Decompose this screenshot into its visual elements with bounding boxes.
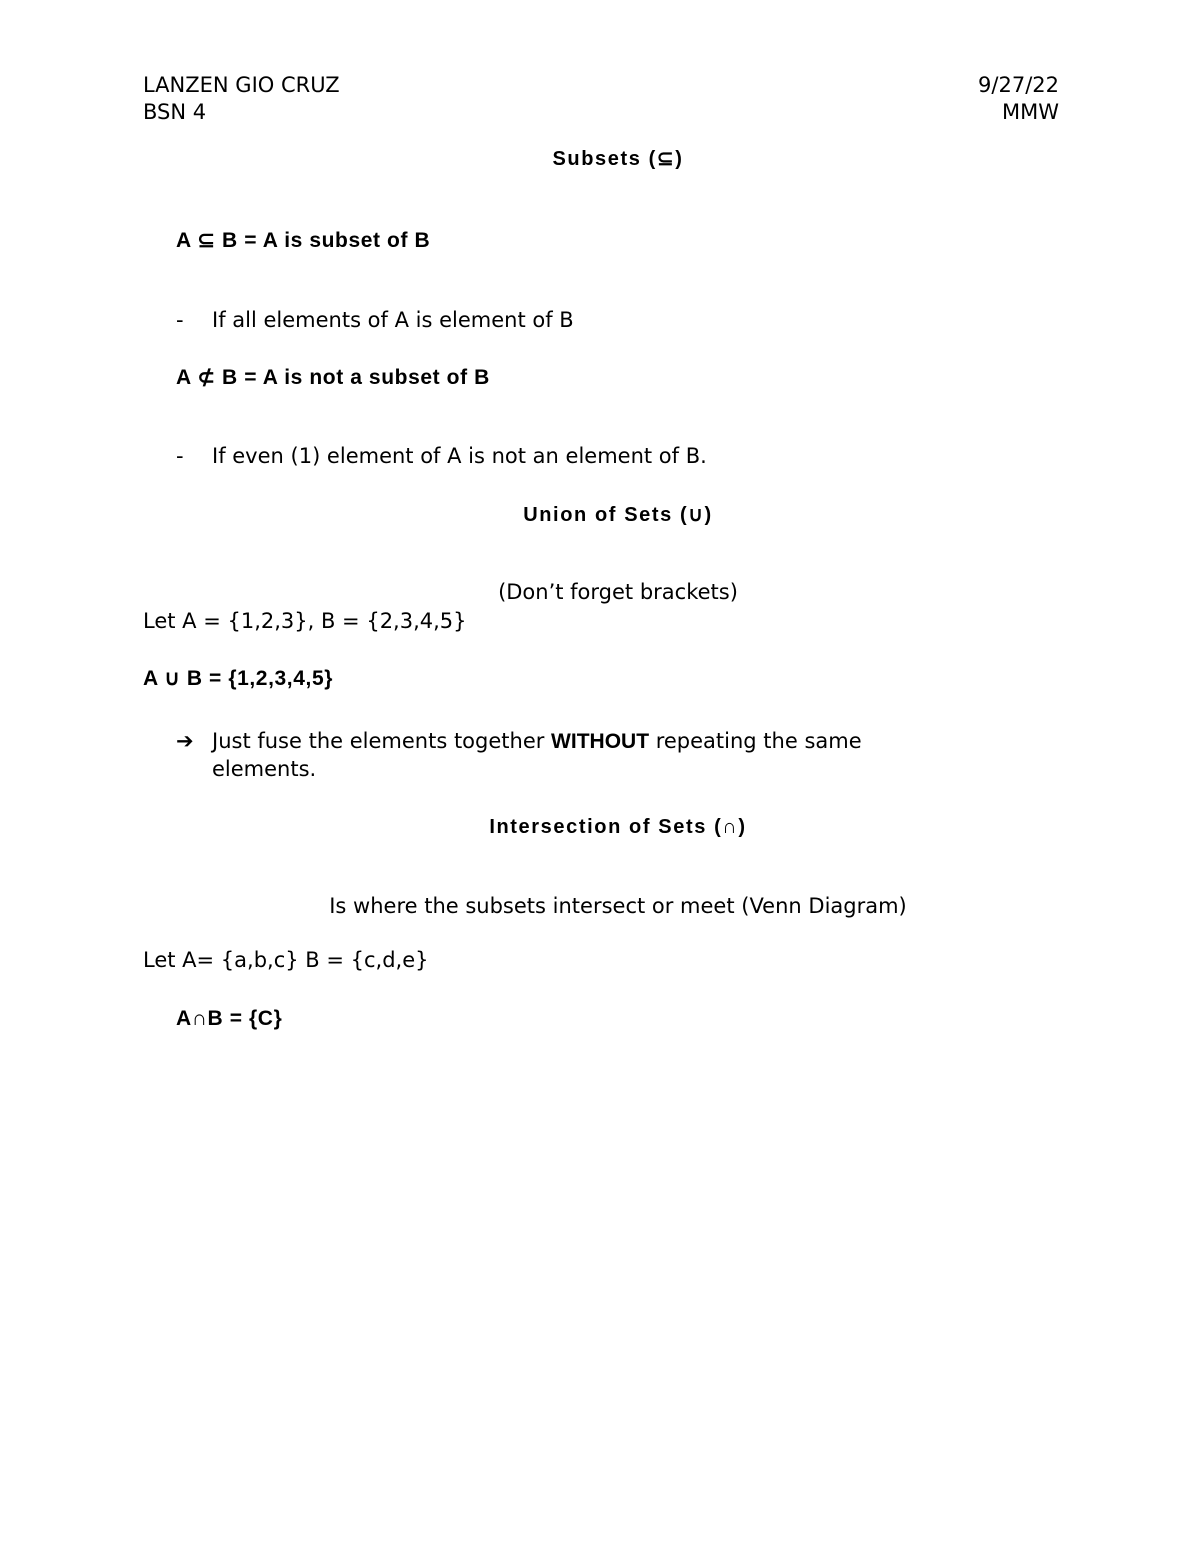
intersection-description: Is where the subsets intersect or meet (Venn Diagram) bbox=[329, 894, 907, 918]
intersection-result: A∩B = {C} bbox=[176, 1007, 283, 1030]
union-note-continued: elements. bbox=[212, 757, 317, 781]
union-note-emphasis: WITHOUT bbox=[551, 730, 650, 753]
union-note-text: Just fuse the elements together bbox=[212, 729, 552, 753]
subset-note: If all elements of A is element of B bbox=[212, 308, 574, 332]
arrow-bullet-icon: ➔ bbox=[176, 729, 194, 753]
union-note-text: repeating the same bbox=[649, 729, 862, 753]
subset-definition: A ⊆ B = A is subset of B bbox=[176, 229, 431, 252]
union-example: Let A = {1,2,3}, B = {2,3,4,5} bbox=[143, 609, 467, 633]
author-section: BSN 4 bbox=[143, 100, 207, 124]
intersection-example: Let A= {a,b,c} B = {c,d,e} bbox=[143, 948, 429, 972]
intersection-heading: Intersection of Sets (∩) bbox=[489, 816, 747, 838]
union-result: A ∪ B = {1,2,3,4,5} bbox=[143, 667, 334, 690]
not-subset-note: If even (1) element of A is not an element of B. bbox=[212, 444, 707, 468]
author-name: LANZEN GIO CRUZ bbox=[143, 73, 340, 97]
bullet-dash: - bbox=[176, 444, 184, 468]
union-heading: Union of Sets (∪) bbox=[523, 504, 713, 526]
union-reminder: (Don’t forget brackets) bbox=[498, 580, 738, 604]
bullet-dash: - bbox=[176, 308, 184, 332]
not-subset-definition: A ⊄ B = A is not a subset of B bbox=[176, 366, 490, 389]
document-subject: MMW bbox=[1001, 100, 1059, 124]
document-date: 9/27/22 bbox=[978, 73, 1059, 97]
union-note bbox=[212, 727, 862, 756]
subsets-heading: Subsets (⊆) bbox=[552, 148, 684, 170]
